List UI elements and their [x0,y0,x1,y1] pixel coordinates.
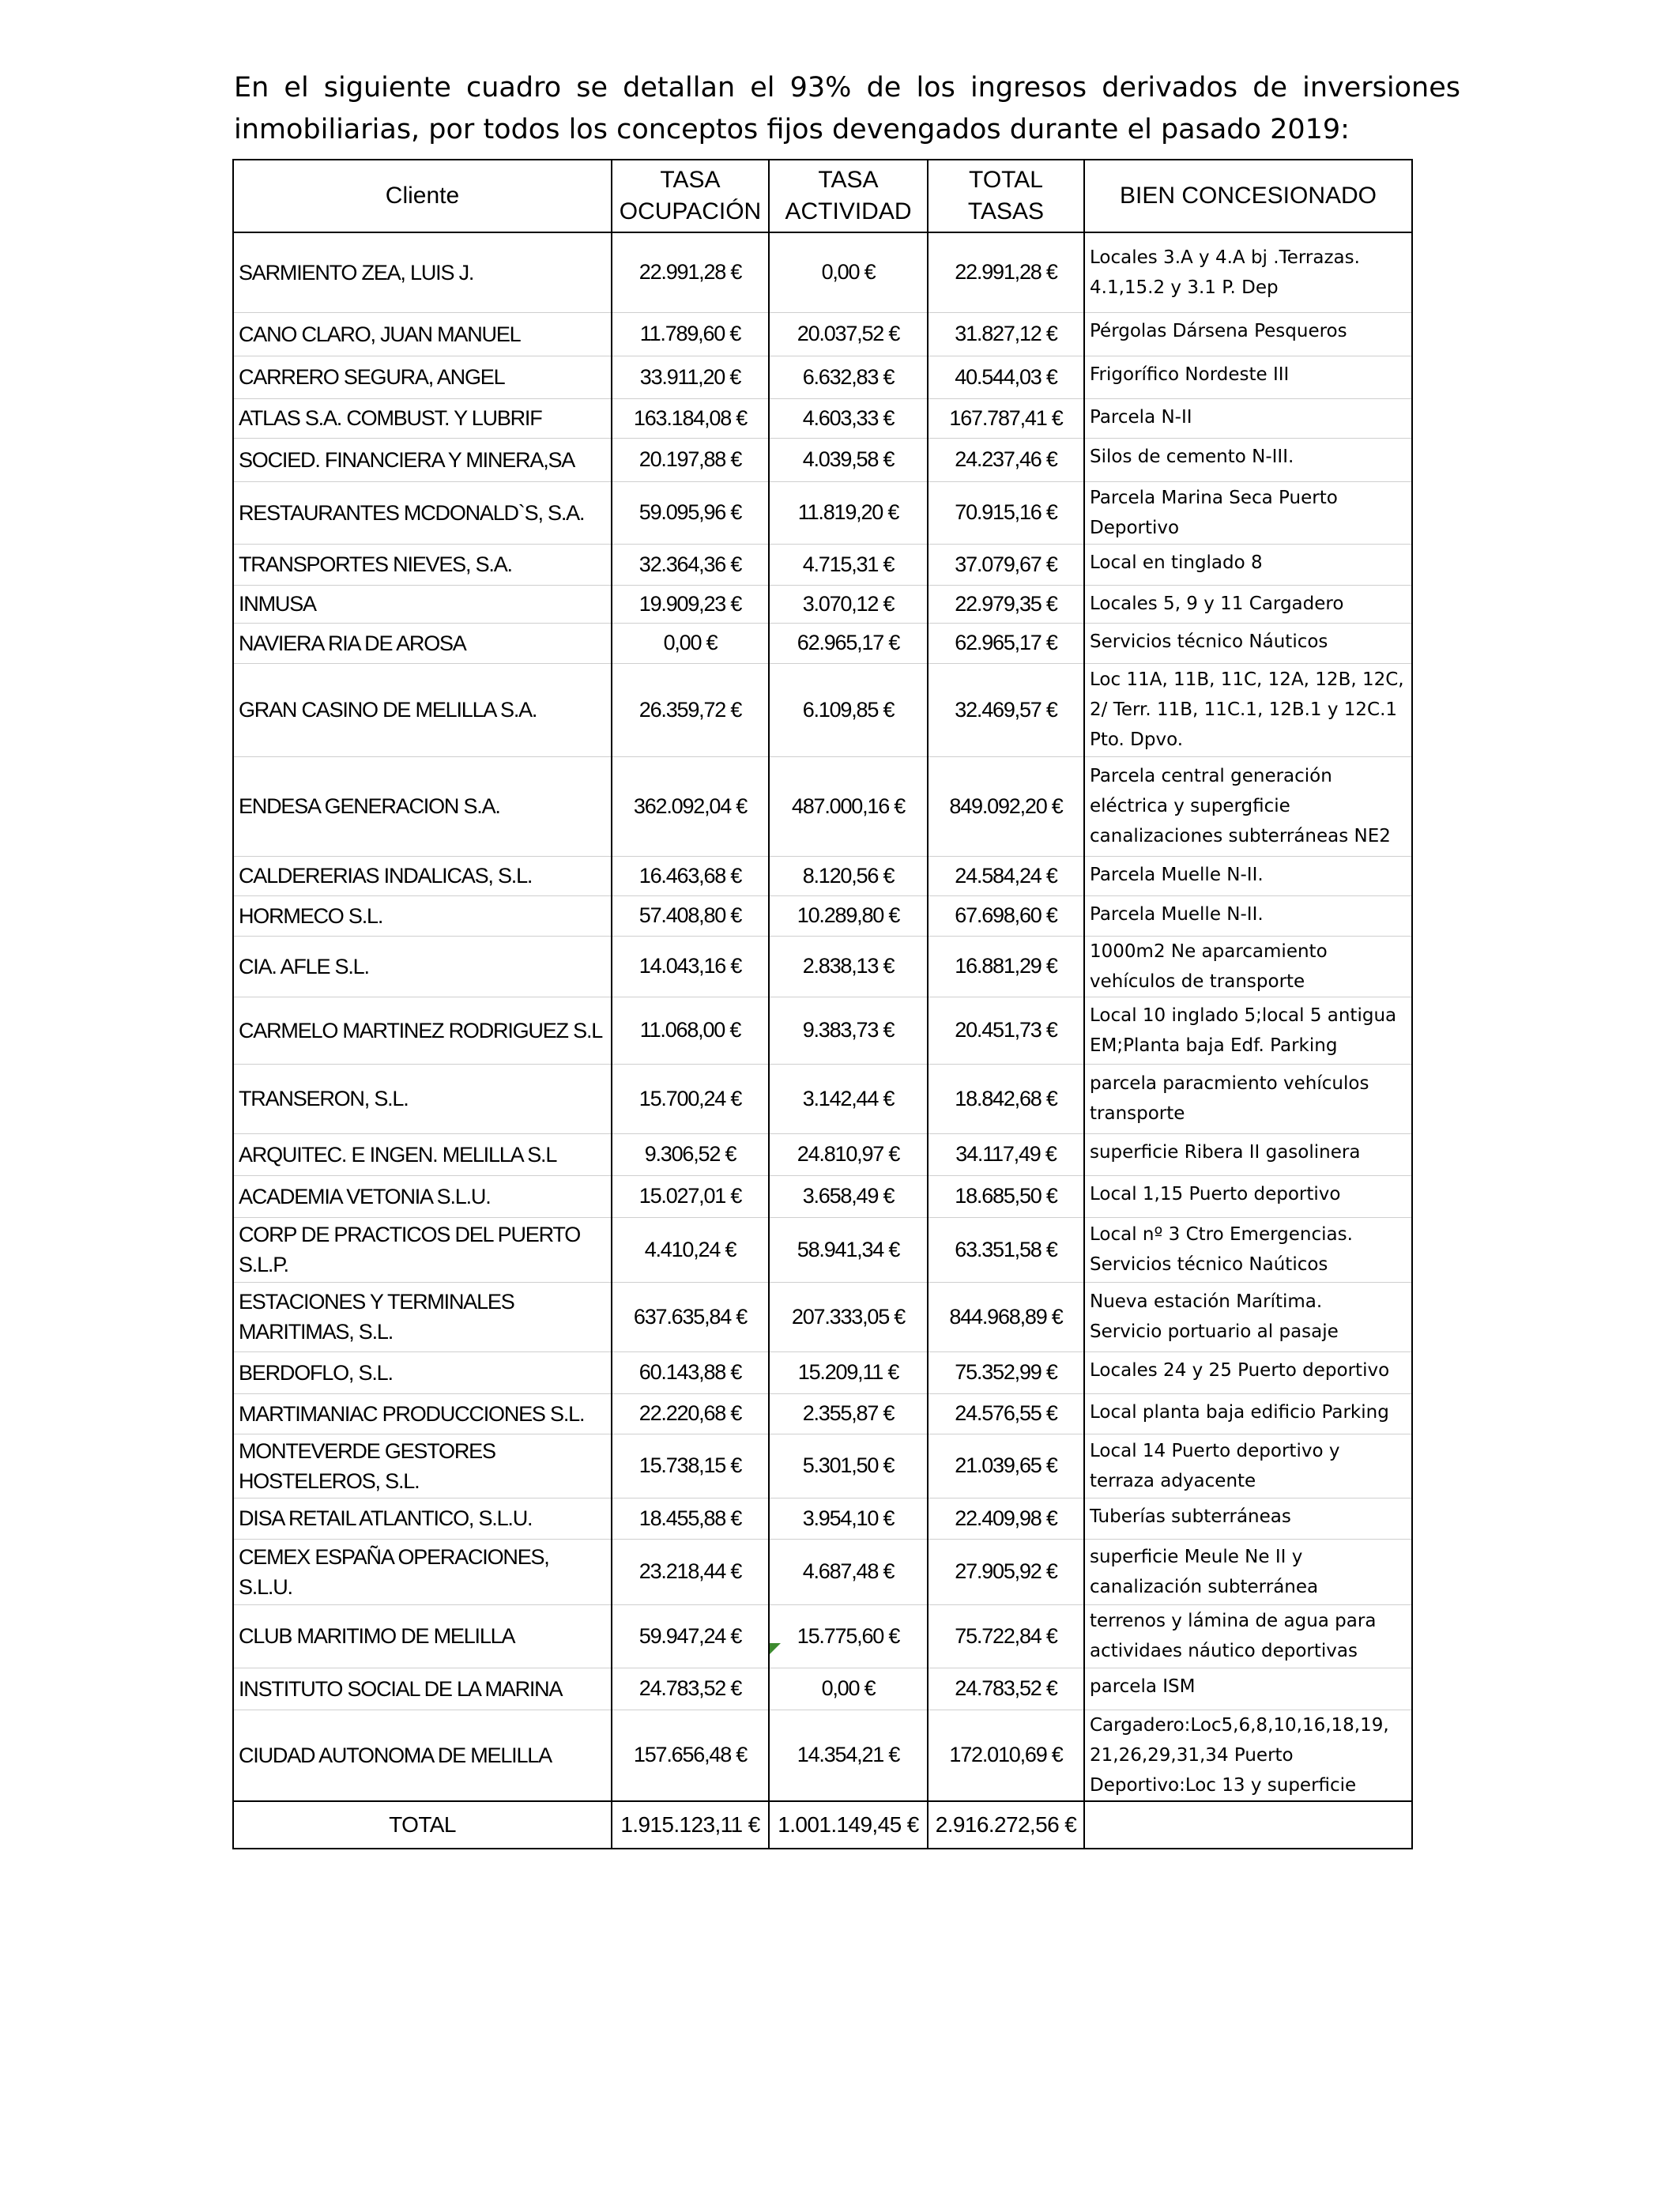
cliente-cell [233,663,612,756]
bien-concesionado-cell [1084,1498,1412,1539]
bien-line: terraza adyacente [1090,1470,1256,1491]
cliente-cell [233,544,612,585]
total-tasas-cell: 40.544,03 € [928,356,1084,398]
table-row [233,438,1412,481]
bien-line: Nueva estación Marítima. [1090,1291,1323,1312]
cliente-cell [233,623,612,663]
bien-line: transporte [1090,1103,1185,1124]
total-tasas-cell: 34.117,49 € [928,1133,1084,1175]
table-row [233,1498,1412,1539]
bien-line: Local planta baja edificio Parking [1090,1401,1389,1423]
bien-line: Parcela Muelle N-II. [1090,903,1264,925]
tasa-actividad-cell: 4.603,33 € [769,398,928,438]
tasa-actividad-cell: 15.209,11 € [769,1351,928,1393]
tasa-actividad-cell: 58.941,34 € [769,1217,928,1282]
cliente-line: HORMECO S.L. [239,903,383,928]
cliente-cell [233,1668,612,1710]
bien-line: actividaes náutico deportivas [1090,1641,1358,1661]
cliente-cell [233,856,612,895]
header-line: TOTAL [969,167,1043,193]
bien-line: EM;Planta baja Edf. Parking [1090,1035,1338,1056]
total-tasas-cell: 16.881,29 € [928,936,1084,997]
table-row [233,1668,1412,1710]
bien-line: Servicios técnico Náuticos [1090,631,1328,652]
header-cliente-label: Cliente [385,183,460,209]
bien-concesionado-cell [1084,481,1412,544]
total-tasas-cell: 75.352,99 € [928,1351,1084,1393]
total-tasas-cell: 31.827,12 € [928,312,1084,356]
bien-line: Servicios técnico Naúticos [1090,1254,1328,1275]
cliente-cell [233,936,612,997]
tasa-ocupacion-cell: 59.947,24 € [612,1604,769,1668]
table-row [233,398,1412,438]
total-tasas-cell: 70.915,16 € [928,481,1084,544]
total-tasas-cell: 75.722,84 € [928,1604,1084,1668]
tasa-actividad-cell: 4.687,48 € [769,1539,928,1604]
cliente-cell [233,398,612,438]
bien-concesionado-cell [1084,1282,1412,1351]
tasa-ocupacion-cell: 0,00 € [612,623,769,663]
bien-concesionado-cell [1084,1064,1412,1133]
tasa-ocupacion-cell: 19.909,23 € [612,585,769,623]
total-tasas-cell: 172.010,69 € [928,1710,1084,1801]
bien-concesionado-cell [1084,623,1412,663]
totals-bien [1084,1801,1412,1849]
cliente-cell [233,1282,612,1351]
cliente-line: ATLAS S.A. COMBUST. Y LUBRIF [239,406,542,430]
tasa-ocupacion-cell: 32.364,36 € [612,544,769,585]
bien-line: superficie Meule Ne II y [1090,1546,1303,1567]
cliente-line: CARRERO SEGURA, ANGEL [239,365,505,389]
tasa-ocupacion-cell: 20.197,88 € [612,438,769,481]
bien-line: Local en tinglado 8 [1090,552,1263,573]
tasa-ocupacion-cell: 26.359,72 € [612,663,769,756]
header-line: OCUPACIÓN [619,198,762,224]
bien-line: Locales 5, 9 y 11 Cargadero [1090,593,1344,614]
cliente-line: ACADEMIA VETONIA S.L.U. [239,1184,491,1208]
total-tasas-cell: 18.685,50 € [928,1175,1084,1217]
bien-concesionado-cell [1084,1351,1412,1393]
tasa-actividad-cell: 207.333,05 € [769,1282,928,1351]
header-tasa-actividad [769,160,928,232]
table-row [233,585,1412,623]
total-tasas-cell: 849.092,20 € [928,756,1084,856]
total-tasas-cell: 21.039,65 € [928,1434,1084,1498]
table-row [233,232,1412,312]
tasa-ocupacion-cell: 4.410,24 € [612,1217,769,1282]
bien-line: Locales 3.A y 4.A bj .Terrazas. [1090,247,1360,268]
totals-actividad: 1.001.149,45 € [769,1801,928,1849]
table-row [233,895,1412,936]
cliente-line: DISA RETAIL ATLANTICO, S.L.U. [239,1506,533,1530]
table-row [233,356,1412,398]
bien-concesionado-cell [1084,232,1412,312]
totals-total: 2.916.272,56 € [928,1801,1084,1849]
cliente-cell [233,481,612,544]
cliente-line: INSTITUTO SOCIAL DE LA MARINA [239,1676,563,1701]
tasa-actividad-cell: 487.000,16 € [769,756,928,856]
bien-line: Servicio portuario al pasaje [1090,1321,1339,1342]
total-tasas-cell: 24.783,52 € [928,1668,1084,1710]
tasa-actividad-cell: 5.301,50 € [769,1434,928,1498]
bien-concesionado-cell [1084,585,1412,623]
bien-line: Loc 11A, 11B, 11C, 12A, 12B, 12C, [1090,669,1404,690]
bien-line: 21,26,29,31,34 Puerto [1090,1744,1294,1766]
table-row [233,663,1412,756]
table-row [233,936,1412,997]
bien-line: Deportivo:Loc 13 y superficie [1090,1774,1357,1796]
total-tasas-cell: 37.079,67 € [928,544,1084,585]
table-row [233,623,1412,663]
total-tasas-cell: 22.979,35 € [928,585,1084,623]
bien-line: canalización subterránea [1090,1576,1319,1597]
header-line: ACTIVIDAD [785,198,912,224]
bien-line: eléctrica y supergficie [1090,796,1290,816]
ingresos-table [232,159,1413,1849]
header-bien-concesionado [1084,160,1412,232]
tasa-ocupacion-cell: 59.095,96 € [612,481,769,544]
tasa-ocupacion-cell: 11.068,00 € [612,997,769,1064]
tasa-actividad-cell: 20.037,52 € [769,312,928,356]
tasa-ocupacion-cell: 14.043,16 € [612,936,769,997]
tasa-actividad-cell: 11.819,20 € [769,481,928,544]
tasa-ocupacion-cell: 9.306,52 € [612,1133,769,1175]
bien-concesionado-cell [1084,663,1412,756]
bien-line: terrenos y lámina de agua para [1090,1611,1377,1631]
bien-line: 2/ Terr. 11B, 11C.1, 12B.1 y 12C.1 [1090,699,1398,720]
tasa-actividad-cell: 3.070,12 € [769,585,928,623]
table-row [233,312,1412,356]
tasa-actividad-cell: 0,00 € [769,1668,928,1710]
tasa-actividad-cell: 15.775,60 € [769,1604,928,1668]
cliente-cell [233,756,612,856]
cliente-line: S.L.U. [239,1574,292,1599]
total-tasas-cell: 27.905,92 € [928,1539,1084,1604]
cliente-line: TRANSPORTES NIEVES, S.A. [239,552,512,576]
table-row [233,1604,1412,1668]
tasa-actividad-cell: 9.383,73 € [769,997,928,1064]
cliente-cell [233,312,612,356]
cliente-cell [233,1064,612,1133]
tasa-ocupacion-cell: 22.991,28 € [612,232,769,312]
table-row [233,1539,1412,1604]
bien-concesionado-cell [1084,1217,1412,1282]
tasa-ocupacion-cell: 637.635,84 € [612,1282,769,1351]
cliente-line: CLUB MARITIMO DE MELILLA [239,1624,515,1648]
total-tasas-cell: 22.409,98 € [928,1498,1084,1539]
tasa-actividad-cell: 24.810,97 € [769,1133,928,1175]
table-row [233,997,1412,1064]
cliente-line: NAVIERA RIA DE AROSA [239,631,466,655]
cliente-line: CEMEX ESPAÑA OPERACIONES, [239,1544,549,1569]
table-row [233,1175,1412,1217]
header-total-tasas [928,160,1084,232]
cliente-line: MONTEVERDE GESTORES [239,1438,495,1463]
tasa-actividad-cell: 14.354,21 € [769,1710,928,1801]
total-tasas-cell: 24.584,24 € [928,856,1084,895]
cliente-cell [233,895,612,936]
total-tasas-cell: 22.991,28 € [928,232,1084,312]
cliente-line: MARITIMAS, S.L. [239,1320,394,1344]
tasa-ocupacion-cell: 163.184,08 € [612,398,769,438]
bien-line: Local 14 Puerto deportivo y [1090,1440,1340,1461]
header-line: TASA [660,167,721,193]
total-tasas-cell: 167.787,41 € [928,398,1084,438]
bien-line: Parcela central generación [1090,766,1332,786]
cliente-line: MARTIMANIAC PRODUCCIONES S.L. [239,1401,585,1426]
cliente-line: BERDOFLO, S.L. [239,1360,393,1385]
cliente-cell [233,1351,612,1393]
bien-line: parcela paracmiento vehículos [1090,1073,1369,1094]
total-tasas-cell: 20.451,73 € [928,997,1084,1064]
cliente-line: ESTACIONES Y TERMINALES [239,1290,514,1314]
header-cliente [233,160,612,232]
tasa-actividad-cell: 6.109,85 € [769,663,928,756]
bien-line: Pto. Dpvo. [1090,729,1184,750]
bien-concesionado-cell [1084,544,1412,585]
tasa-ocupacion-cell: 11.789,60 € [612,312,769,356]
bien-line: Frigorífico Nordeste III [1090,364,1290,385]
cliente-line: TRANSERON, S.L. [239,1087,409,1110]
cliente-line: CORP DE PRACTICOS DEL PUERTO [239,1223,581,1246]
bien-line: Local 10 inglado 5;local 5 antigua [1090,1005,1397,1026]
tasa-actividad-cell: 0,00 € [769,232,928,312]
bien-concesionado-cell [1084,856,1412,895]
total-tasas-cell: 62.965,17 € [928,623,1084,663]
table-row [233,481,1412,544]
bien-line: canalizaciones subterráneas NE2 [1090,826,1391,846]
table-row [233,756,1412,856]
header-tasa-ocupacion [612,160,769,232]
cliente-cell [233,356,612,398]
tasa-ocupacion-cell: 23.218,44 € [612,1539,769,1604]
intro-paragraph: En el siguiente cuadro se detallan el 93% de los ingresos derivados de inversiones inmobiliarias, por todos los conceptos fijos devengados durante el pasado 2019: [234,72,1460,145]
table-header-row [233,160,1412,232]
bien-line: Local 1,15 Puerto deportivo [1090,1183,1341,1204]
cliente-cell [233,1710,612,1801]
tasa-actividad-cell: 3.142,44 € [769,1064,928,1133]
tasa-ocupacion-cell: 57.408,80 € [612,895,769,936]
cliente-cell [233,1434,612,1498]
bien-concesionado-cell [1084,1393,1412,1434]
total-tasas-cell: 63.351,58 € [928,1217,1084,1282]
cliente-line: CIA. AFLE S.L. [239,954,369,978]
bien-concesionado-cell [1084,312,1412,356]
table-row [233,1393,1412,1434]
header-line: TASAS [967,198,1045,224]
totals-ocupacion: 1.915.123,11 € [612,1801,769,1849]
cliente-line: ENDESA GENERACION S.A. [239,794,500,818]
tasa-ocupacion-cell: 157.656,48 € [612,1710,769,1801]
cell-comment-marker-icon [770,1643,781,1654]
cliente-line: CIUDAD AUTONOMA DE MELILLA [239,1743,552,1767]
bien-concesionado-cell [1084,1434,1412,1498]
cliente-cell [233,1175,612,1217]
bien-line: Cargadero:Loc5,6,8,10,16,18,19, [1090,1714,1389,1736]
cliente-cell [233,1217,612,1282]
cliente-cell [233,1604,612,1668]
total-tasas-cell: 24.237,46 € [928,438,1084,481]
cliente-cell [233,585,612,623]
cliente-line: CALDERERIAS INDALICAS, S.L. [239,864,533,888]
cliente-cell [233,438,612,481]
tasa-actividad-cell: 3.658,49 € [769,1175,928,1217]
table-row [233,1351,1412,1393]
cliente-line: CARMELO MARTINEZ RODRIGUEZ S.L [239,1018,603,1042]
cliente-cell [233,1133,612,1175]
bien-line: 1000m2 Ne aparcamiento [1090,941,1328,962]
bien-concesionado-cell [1084,936,1412,997]
tasa-ocupacion-cell: 16.463,68 € [612,856,769,895]
bien-concesionado-cell [1084,1604,1412,1668]
bien-line: parcela ISM [1090,1676,1196,1697]
cliente-line: SOCIED. FINANCIERA Y MINERA,SA [239,447,575,472]
bien-concesionado-cell [1084,1710,1412,1801]
bien-concesionado-cell [1084,997,1412,1064]
tasa-actividad-cell: 3.954,10 € [769,1498,928,1539]
header-line: TASA [818,167,879,193]
cliente-cell [233,232,612,312]
cliente-cell [233,997,612,1064]
bien-line: superficie Ribera II gasolinera [1090,1141,1361,1163]
cliente-line: CANO CLARO, JUAN MANUEL [239,322,521,346]
bien-concesionado-cell [1084,1668,1412,1710]
total-tasas-cell: 844.968,89 € [928,1282,1084,1351]
bien-line: Deportivo [1090,517,1180,538]
cliente-line: GRAN CASINO DE MELILLA S.A. [239,698,537,722]
cliente-line: INMUSA [239,592,316,616]
bien-line: Silos de cemento N-III. [1090,446,1294,467]
cliente-cell [233,1393,612,1434]
bien-concesionado-cell [1084,1539,1412,1604]
tasa-actividad-cell: 10.289,80 € [769,895,928,936]
table-row [233,1217,1412,1282]
tasa-ocupacion-cell: 33.911,20 € [612,356,769,398]
bien-concesionado-cell [1084,756,1412,856]
cliente-line: RESTAURANTES MCDONALD`S, S.A. [239,500,585,525]
table-row [233,1710,1412,1801]
tasa-ocupacion-cell: 362.092,04 € [612,756,769,856]
bien-line: Parcela Muelle N-II. [1090,864,1264,885]
bien-line: Local nº 3 Ctro Emergencias. [1090,1224,1353,1245]
cliente-line: ARQUITEC. E INGEN. MELILLA S.L [239,1142,557,1167]
header-bien-label: BIEN CONCESIONADO [1119,183,1377,209]
tasa-ocupacion-cell: 15.027,01 € [612,1175,769,1217]
total-tasas-cell: 32.469,57 € [928,663,1084,756]
bien-concesionado-cell [1084,1133,1412,1175]
cliente-line: S.L.P. [239,1253,288,1276]
table-body [233,232,1412,1801]
tasa-actividad-cell: 2.838,13 € [769,936,928,997]
tasa-actividad-cell: 8.120,56 € [769,856,928,895]
totals-row [233,1801,1412,1849]
tasa-ocupacion-cell: 22.220,68 € [612,1393,769,1434]
bien-concesionado-cell [1084,356,1412,398]
bien-concesionado-cell [1084,438,1412,481]
tasa-actividad-cell: 6.632,83 € [769,356,928,398]
bien-line: Tuberías subterráneas [1090,1506,1291,1527]
tasa-ocupacion-cell: 24.783,52 € [612,1668,769,1710]
bien-line: Locales 24 y 25 Puerto deportivo [1090,1359,1390,1381]
bien-line: Parcela N-II [1090,406,1192,428]
tasa-ocupacion-cell: 15.700,24 € [612,1064,769,1133]
total-tasas-cell: 24.576,55 € [928,1393,1084,1434]
bien-line: vehículos de transporte [1090,971,1305,992]
tasa-ocupacion-cell: 60.143,88 € [612,1351,769,1393]
bien-line: Pérgolas Dársena Pesqueros [1090,320,1347,341]
bien-concesionado-cell [1084,1175,1412,1217]
total-tasas-cell: 18.842,68 € [928,1064,1084,1133]
table-row [233,1434,1412,1498]
cliente-cell [233,1539,612,1604]
tasa-actividad-cell: 62.965,17 € [769,623,928,663]
table-row [233,856,1412,895]
totals-label: TOTAL [233,1801,612,1849]
bien-line: Parcela Marina Seca Puerto [1090,487,1338,508]
bien-concesionado-cell [1084,895,1412,936]
tasa-actividad-cell: 2.355,87 € [769,1393,928,1434]
bien-concesionado-cell [1084,398,1412,438]
table-row [233,1133,1412,1175]
tasa-actividad-cell: 4.715,31 € [769,544,928,585]
cliente-line: SARMIENTO ZEA, LUIS J. [239,260,474,285]
table-row [233,544,1412,585]
cliente-line: HOSTELEROS, S.L. [239,1468,420,1493]
tasa-ocupacion-cell: 18.455,88 € [612,1498,769,1539]
bien-line: 4.1,15.2 y 3.1 P. Dep [1090,277,1279,298]
cliente-cell [233,1498,612,1539]
table-row [233,1282,1412,1351]
tasa-ocupacion-cell: 15.738,15 € [612,1434,769,1498]
table-row [233,1064,1412,1133]
tasa-actividad-cell: 4.039,58 € [769,438,928,481]
total-tasas-cell: 67.698,60 € [928,895,1084,936]
